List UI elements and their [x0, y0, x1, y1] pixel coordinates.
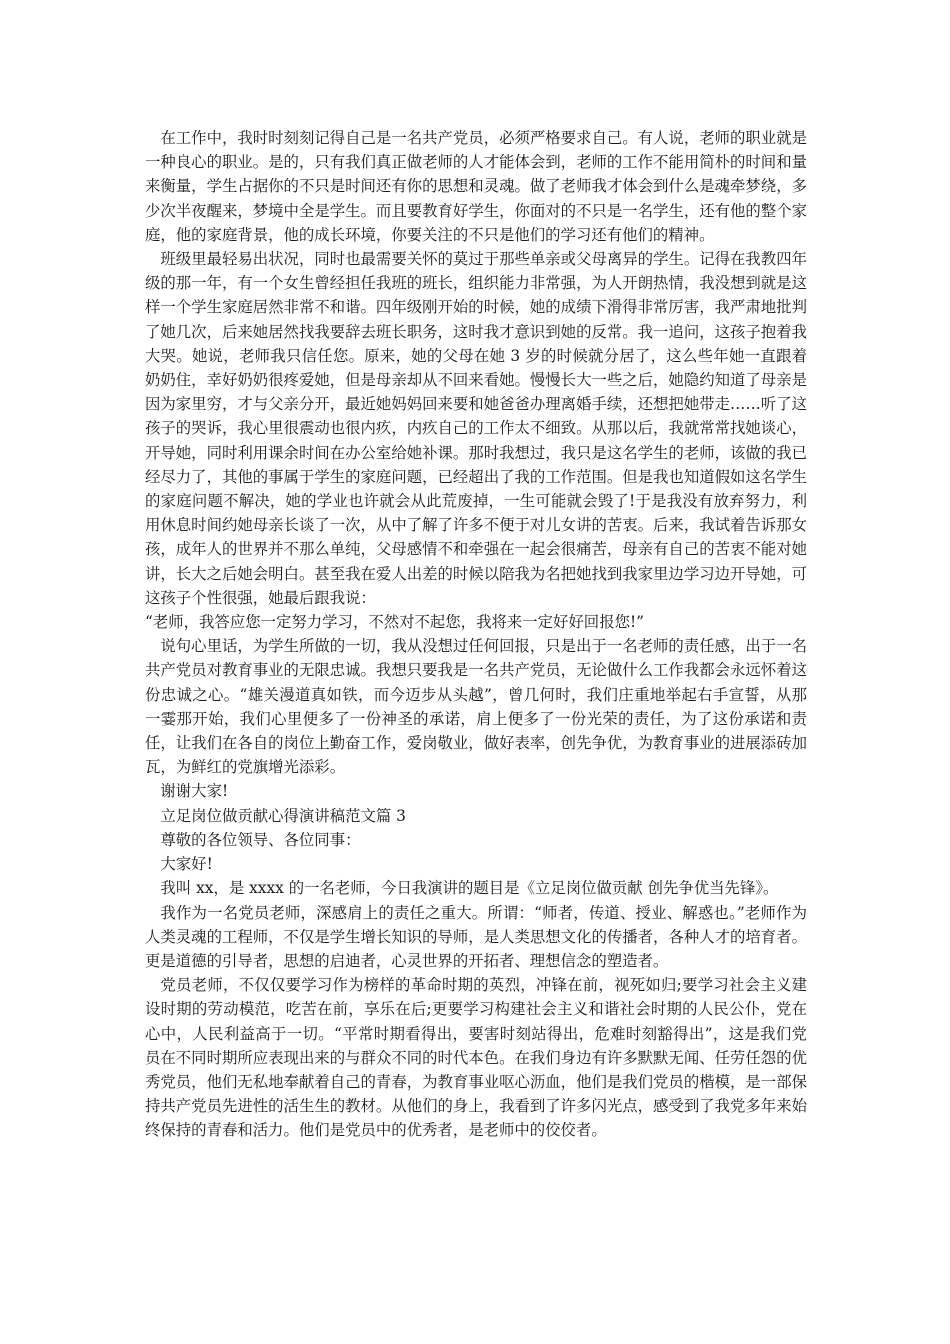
- paragraph: 我叫 xx，是 xxxx 的一名老师，今日我演讲的题目是《立足岗位做贡献 创先争优当先锋》。: [160, 879, 779, 898]
- paragraph: 说句心里话，为学生所做的一切，我从没想过任何回报，只是出于一名老师的责任感，出于一名共产党员对教育事业的无限忠诚。我想只要我是一名共产党员，无论做什么工作我都会永远怀着这份忠诚之心。“雄关漫道真如铁，而今迈步从头越”，曾几何时，我们庄重地举起右手宣誓，从那一霎那开始，我们心里便多了一份神圣的承诺，肩上便多了一份光荣的责任，为了这份承诺和责任，让我们在各自的岗位上勤奋工作，爱岗敬业，做好表率，创先争优，为教育事业的进展添砖加瓦，为鲜红的党旗增光添彩。: [145, 637, 807, 777]
- salutation: 尊敬的各位领导、各位同事：: [160, 830, 361, 849]
- paragraph: 我作为一名党员老师，深感肩上的责任之重大。所谓：“师者，传道、授业、解惑也。”老师作为人类灵魂的工程师，不仅是学生增长知识的导师，是人类思想文化的传播者，各种人才的培育者。更是道德的引导者，思想的启迪者，心灵世界的开拓者、理想信念的塑造者。: [145, 903, 807, 970]
- body-text: [145, 126, 807, 1143]
- quote-paragraph: “老师，我答应您一定努力学习，不然对不起您，我将来一定好好回报您!”: [145, 613, 645, 632]
- section-title: 立足岗位做贡献心得演讲稿范文篇 3: [160, 806, 406, 825]
- paragraph: 班级里最轻易出状况，同时也最需要关怀的莫过于那些单亲或父母离异的学生。记得在我教四年级的那一年，有一个女生曾经担任我班的班长，组织能力非常强，为人开朗热情，我没想到就是这样一个学生家庭居然非常不和谐。四年级刚开始的时候，她的成绩下滑得非常厉害，我严肃地批判了她几次，后来她居然找我要辞去班长职务，这时我才意识到她的反常。我一追问，这孩子抱着我大哭。她说，老师我只信任您。原来，她的父母在她 3 岁的时候就分居了，这么些年她一直跟着奶奶住，幸好奶奶很疼爱她，但是母亲却从不回来看她。慢慢长大一些之后，她隐约知道了母亲是因为家里穷，才与父亲分开，最近她妈妈回来要和她爸爸办理离婚手续，还想把她带走……听了这孩子的哭诉，我心里很震动也很内疚，内疚自己的工作太不细致。从那以后，我就常常找她谈心，开导她，同时利用课余时间在办公室给她补课。那时我想过，我只是这名学生的老师，该做的我已经尽力了，其他的事属于学生的家庭问题，已经超出了我的工作范围。但是我也知道假如这名学生的家庭问题不解决，她的学业也许就会从此荒废掉，一生可能就会毁了!于是我没有放弃努力，利用休息时间约她母亲长谈了一次，从中了解了许多不便于对儿女讲的苦衷。后来，我试着告诉那女孩，成年人的世界并不那么单纯，父母感情不和牵强在一起会很痛苦，母亲有自己的苦衷不能对她讲，长大之后她会明白。甚至我在爱人出差的时候以陪我为名把她找到我家里边学习边开导她，可这孩子个性很强，她最后跟我说：: [145, 250, 807, 607]
- paragraph: 党员老师，不仅仅要学习作为榜样的革命时期的英烈，冲锋在前，视死如归;要学习社会主义建设时期的劳动模范，吃苦在前，享乐在后;更要学习构建社会主义和谐社会时期的人民公仆，党在心中，人民利益高于一切。“平常时期看得出，要害时刻站得出，危难时刻豁得出”，这是我们党员在不同时期所应表现出来的与群众不同的时代本色。在我们身边有许多默默无闻、任劳任怨的优秀党员，他们无私地奉献着自己的青春，为教育事业呕心沥血，他们是我们党员的楷模，是一部保持共产党员先进性的活生生的教材。从他们的身上，我看到了许多闪光点，感受到了我党多年来始终保持的青春和活力。他们是党员中的优秀者，是老师中的佼佼者。: [145, 976, 807, 1140]
- greeting: 大家好!: [160, 855, 213, 874]
- closing-line: 谢谢大家!: [160, 782, 229, 801]
- paragraph: 在工作中，我时时刻刻记得自己是一名共产党员，必须严格要求自己。有人说，老师的职业就是一种良心的职业。是的，只有我们真正做老师的人才能体会到，老师的工作不能用简朴的时间和量来衡量，学生占据你的不只是时间还有你的思想和灵魂。做了老师我才体会到什么是魂牵梦绕，多少次半夜醒来，梦境中全是学生。而且要教育好学生，你面对的不只是一名学生，还有他的整个家庭，他的家庭背景，他的成长环境，你要关注的不只是他们的学习还有他们的精神。: [145, 129, 807, 244]
